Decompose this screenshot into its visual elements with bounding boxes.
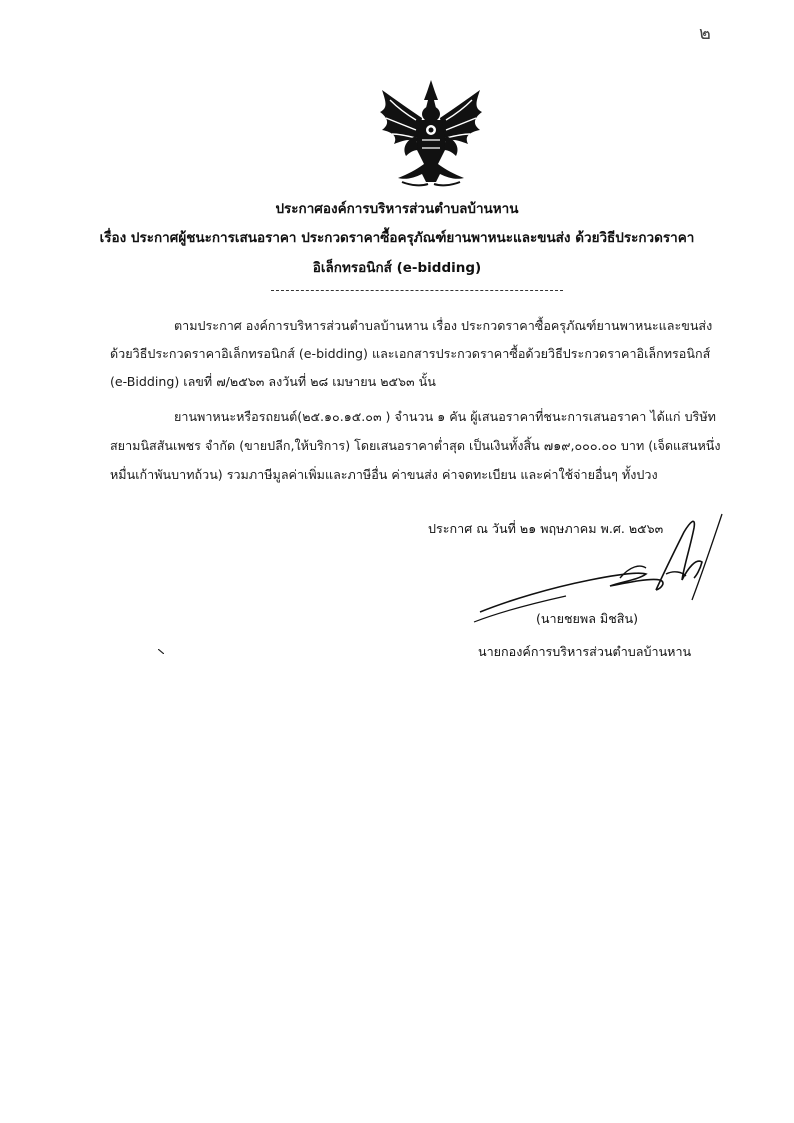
garuda-emblem-icon — [372, 78, 490, 190]
paragraph-2-line-1: ยานพาหนะหรือรถยนต์(๒๕.๑๐.๑๕.๐๓ ) จำนวน ๑ คัน ผู้เสนอราคาที่ชนะการเสนอราคา ได้แก่ บริษัท — [174, 409, 716, 424]
announcement-subject: เรื่อง ประกาศผู้ชนะการเสนอราคา ประกวดราคาซื้อครุภัณฑ์ยานพาหนะและขนส่ง ด้วยวิธีประกวดราคา — [99, 230, 695, 246]
header-divider — [271, 290, 563, 291]
scan-speck — [158, 649, 164, 654]
announcement-date: ประกาศ ณ วันที่ ๒๑ พฤษภาคม พ.ศ. ๒๕๖๓ — [428, 521, 664, 536]
signer-name: (นายชยพล มิชสิน) — [536, 611, 638, 626]
signer-title: นายกองค์การบริหารส่วนตำบลบ้านหาน — [478, 644, 692, 659]
page-number-mark: ๒ — [699, 23, 711, 44]
paragraph-1-line-3: (e-Bidding) เลขที่ ๗/๒๕๖๓ ลงวันที่ ๒๘ เมษายน ๒๕๖๓ นั้น — [110, 374, 436, 389]
paragraph-2-line-3: หมื่นเก้าพันบาทถ้วน) รวมภาษีมูลค่าเพิ่มและภาษีอื่น ค่าขนส่ง ค่าจดทะเบียน และค่าใช้จ่ายอื่นๆ ทั้งปวง — [110, 467, 658, 482]
announcement-title: ประกาศองค์การบริหารส่วนตำบลบ้านหาน — [275, 201, 519, 217]
paragraph-1-line-1: ตามประกาศ องค์การบริหารส่วนตำบลบ้านหาน เรื่อง ประกวดราคาซื้อครุภัณฑ์ยานพาหนะและขนส่ง — [174, 318, 713, 333]
paragraph-1-line-2: ด้วยวิธีประกวดราคาอิเล็กทรอนิกส์ (e-bidding) และเอกสารประกวดราคาซื้อด้วยวิธีประกวดราคาอิเล็กทรอนิกส์ — [110, 346, 711, 361]
paragraph-2-line-2: สยามนิสสันเพชร จำกัด (ขายปลีก,ให้บริการ) โดยเสนอราคาต่ำสุด เป็นเงินทั้งสิ้น ๗๑๙,๐๐๐.๐๐ บาท (เจ็ดแสนหนึ่ง — [110, 438, 721, 453]
announcement-subject-continued: อิเล็กทรอนิกส์ (e-bidding) — [312, 260, 482, 276]
